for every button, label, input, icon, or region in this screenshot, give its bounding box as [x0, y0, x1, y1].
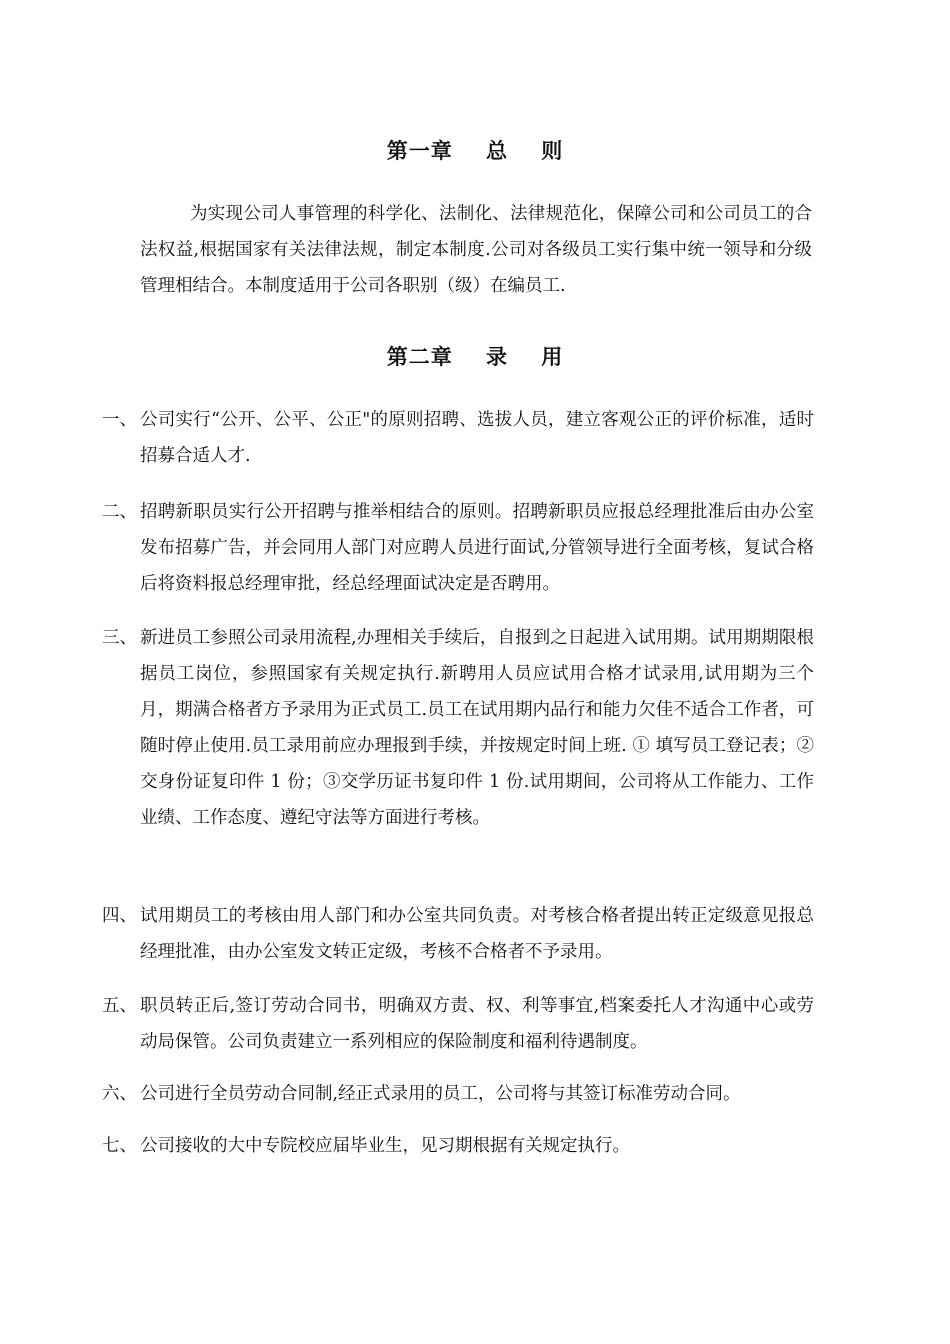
article-number: 七、: [102, 1136, 137, 1156]
article-text: 公司实行“公开、公平、公正"的原则招聘、选拔人员，建立客观公正的评价标准，适时招募合适人才.: [140, 410, 814, 466]
article-text: 招聘新职员实行公开招聘与推举相结合的原则。招聘新职员应报总经理批准后由办公室发布招募广告，并会同用人部门对应聘人员进行面试,分管领导进行全面考核，复试合格后将资料报总经理审批，经总经理面试决定是否聘用。: [140, 502, 814, 594]
article-number: 五、: [102, 996, 137, 1016]
article-6: [102, 1076, 814, 1112]
article-text: 职员转正后,签订劳动合同书，明确双方责、权、利等事宜,档案委托人才沟通中心或劳动局保管。公司负责建立一系列相应的保险制度和福利待遇制度。: [140, 996, 814, 1052]
article-1: [102, 402, 814, 474]
article-number: 四、: [102, 906, 137, 926]
article-3: [102, 620, 814, 836]
article-number: 三、: [102, 628, 137, 648]
article-number: 二、: [102, 502, 137, 522]
article-7: [102, 1128, 814, 1164]
article-5: [102, 988, 814, 1060]
chapter-1-intro-paragraph: 为实现公司人事管理的科学化、法制化、法律规范化，保障公司和公司员工的合法权益,根据国家有关法律法规，制定本制度.公司对各级员工实行集中统一领导和分级管理相结合。本制度适用于公司各职别（级）在编员工.: [140, 204, 812, 296]
chapter-2-title: 第二章 录 用: [386, 344, 564, 369]
article-2: [102, 494, 814, 602]
chapter-1-title: 第一章 总 则: [386, 138, 564, 163]
article-number: 六、: [102, 1084, 137, 1104]
article-number: 一、: [102, 410, 137, 430]
article-4: [102, 898, 814, 970]
article-text: 公司进行全员劳动合同制,经正式录用的员工，公司将与其签订标准劳动合同。: [140, 1084, 741, 1104]
article-text: 试用期员工的考核由用人部门和办公室共同负责。对考核合格者提出转正定级意见报总经理批准，由办公室发文转正定级，考核不合格者不予录用。: [140, 906, 814, 962]
article-text: 新进员工参照公司录用流程,办理相关手续后，自报到之日起进入试用期。试用期期限根据员工岗位，参照国家有关规定执行.新聘用人员应试用合格才试录用,试用期为三个月，期满合格者方予录用为正式员工.员工在试用期内品行和能力欠佳不适合工作者，可随时停止使用.员工录用前应办理报到手续，并按规定时间上班. ① 填写员工登记表；②交身份证复印件 1 份；③交学历证书复印件 1 份.试用期间，公司将从工作能力、工作业绩、工作态度、遵纪守法等方面进行考核。: [140, 628, 814, 828]
article-text: 公司接收的大中专院校应届毕业生，见习期根据有关规定执行。: [140, 1136, 630, 1156]
